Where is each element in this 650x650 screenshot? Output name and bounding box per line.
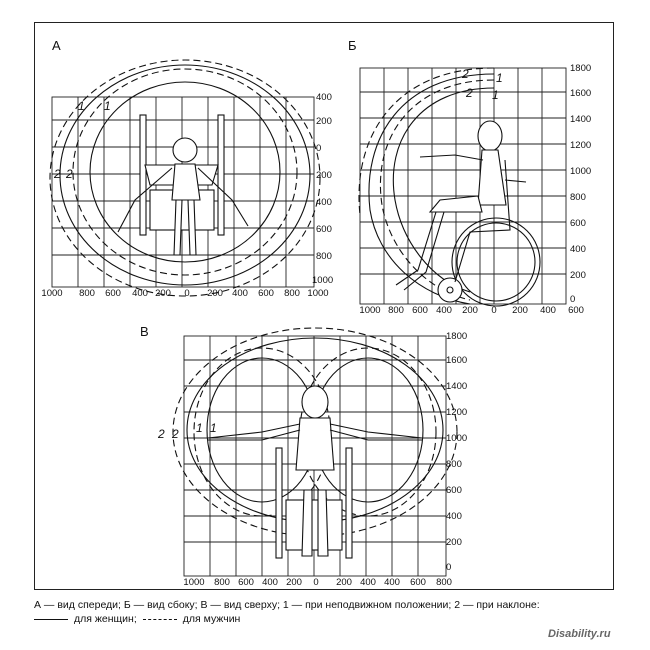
panel-v-y-tick: 800 [446, 459, 462, 470]
panel-v-x-tick: 400 [360, 577, 376, 588]
panel-b-y-tick: 1400 [570, 114, 592, 125]
panel-b-x-tick: 600 [568, 305, 584, 316]
panel-b-curve-label: 2 [466, 86, 473, 100]
panel-b-side-view [348, 38, 591, 316]
panel-v-y-tick: 1400 [446, 381, 468, 392]
panel-v-curve-label: 1 [196, 421, 203, 435]
legend-women-label: для женщин; [74, 613, 137, 625]
watermark: Disability.ru [548, 628, 611, 640]
panel-v-x-tick: 0 [313, 577, 319, 588]
panel-a-curve-label: 1 [78, 99, 85, 113]
panel-b-curve-label: 1 [496, 71, 503, 85]
panel-v-letter: В [140, 324, 149, 339]
legend-men-label: для мужчин [182, 613, 241, 625]
panel-b-x-tick: 400 [436, 305, 452, 316]
panel-a-front-view [41, 38, 333, 299]
panel-v-x-tick: 200 [286, 577, 302, 588]
panel-v-x-tick: 200 [336, 577, 352, 588]
panel-a-x-tick: 200 [155, 288, 171, 299]
legend-dashed-line [143, 619, 177, 620]
panel-b-x-tick: 400 [540, 305, 556, 316]
panel-v-y-axis-labels [446, 331, 467, 573]
panel-b-curve-label: 1 [492, 88, 499, 102]
panel-b-curve-labels [461, 67, 503, 102]
panel-a-curve-label: 2 [54, 167, 61, 181]
panel-b-y-tick: 1000 [570, 166, 592, 177]
panel-a-y-tick: 1000 [312, 275, 334, 286]
panel-b-y-tick: 400 [570, 244, 586, 255]
figure-caption [34, 598, 624, 626]
panel-v-y-tick: 0 [446, 562, 452, 573]
panel-b-x-tick: 200 [462, 305, 478, 316]
panel-v-curve-label: 2 [172, 427, 179, 441]
panel-b-y-tick: 0 [570, 294, 576, 305]
panel-v-y-tick: 600 [446, 485, 462, 496]
panel-a-y-tick: 200 [316, 170, 332, 181]
panel-b-grid [360, 68, 566, 304]
panel-b-x-tick: 200 [512, 305, 528, 316]
panel-b-x-tick: 1000 [359, 305, 381, 316]
panel-a-x-tick: 200 [207, 288, 223, 299]
panel-v-x-tick: 400 [384, 577, 400, 588]
panel-v-y-tick: 1800 [446, 331, 468, 342]
panel-b-y-tick: 600 [570, 218, 586, 229]
panel-a-x-tick: 1000 [307, 288, 329, 299]
panel-a-letter: А [52, 38, 61, 53]
panel-a-curve-labels [53, 99, 111, 181]
panel-b-x-axis-labels [359, 305, 584, 316]
panel-v-y-tick: 1200 [446, 407, 468, 418]
panel-b-y-tick: 1200 [570, 140, 592, 151]
panel-b-y-tick: 1800 [570, 63, 592, 74]
panel-v-y-tick: 400 [446, 511, 462, 522]
panel-v-curve-label: 2 [158, 427, 165, 441]
caption-line-2 [34, 612, 624, 626]
panel-a-x-tick: 600 [258, 288, 274, 299]
panel-v-curve-label: 1 [210, 421, 217, 435]
panel-a-x-tick: 1000 [41, 288, 63, 299]
panel-a-y-tick: 600 [316, 224, 332, 235]
panel-v-y-tick: 1000 [446, 433, 468, 444]
panel-a-x-tick: 0 [184, 288, 190, 299]
panel-v-y-tick: 1600 [446, 355, 468, 366]
panel-v-x-tick: 600 [410, 577, 426, 588]
panel-b-x-tick: 600 [412, 305, 428, 316]
panel-b-x-tick: 800 [388, 305, 404, 316]
panel-v-x-tick: 800 [214, 577, 230, 588]
panel-v-x-tick: 600 [238, 577, 254, 588]
panel-a-y-tick: 400 [316, 197, 332, 208]
panel-a-wheelchair-figure [118, 115, 248, 255]
panel-b-y-tick: 1600 [570, 88, 592, 99]
panel-v-y-tick: 200 [446, 537, 462, 548]
panel-b-curve-label: 2 [462, 67, 469, 81]
panel-b-y-tick: 200 [570, 270, 586, 281]
panel-b-y-tick: 800 [570, 192, 586, 203]
panel-a-x-tick: 800 [79, 288, 95, 299]
caption-line-1: А — вид спереди; Б — вид сбоку; В — вид сверху; 1 — при неподвижном положении; 2 — при наклоне: [34, 599, 540, 611]
panel-v-top-view [140, 324, 467, 588]
panel-a-x-tick: 400 [232, 288, 248, 299]
panel-a-curve-label: 1 [104, 99, 111, 113]
panel-a-y-axis-labels [312, 92, 333, 286]
panel-a-y-tick: 0 [316, 143, 322, 154]
panel-v-x-tick: 400 [262, 577, 278, 588]
panel-v-x-tick: 800 [436, 577, 452, 588]
panel-a-y-tick: 400 [316, 92, 332, 103]
panel-b-x-tick: 0 [491, 305, 497, 316]
legend-solid-line [34, 619, 68, 620]
panel-a-x-tick: 600 [105, 288, 121, 299]
panel-a-x-axis-labels [41, 288, 328, 299]
panel-a-x-tick: 800 [284, 288, 300, 299]
panel-v-x-axis-labels [183, 577, 452, 588]
panel-a-y-tick: 200 [316, 116, 332, 127]
panel-b-y-axis-labels [570, 63, 591, 305]
panel-a-y-tick: 800 [316, 251, 332, 262]
panel-a-x-tick: 400 [132, 288, 148, 299]
panel-b-letter: Б [348, 38, 357, 53]
panel-v-x-tick: 1000 [183, 577, 205, 588]
panel-a-curve-label: 2 [66, 167, 73, 181]
